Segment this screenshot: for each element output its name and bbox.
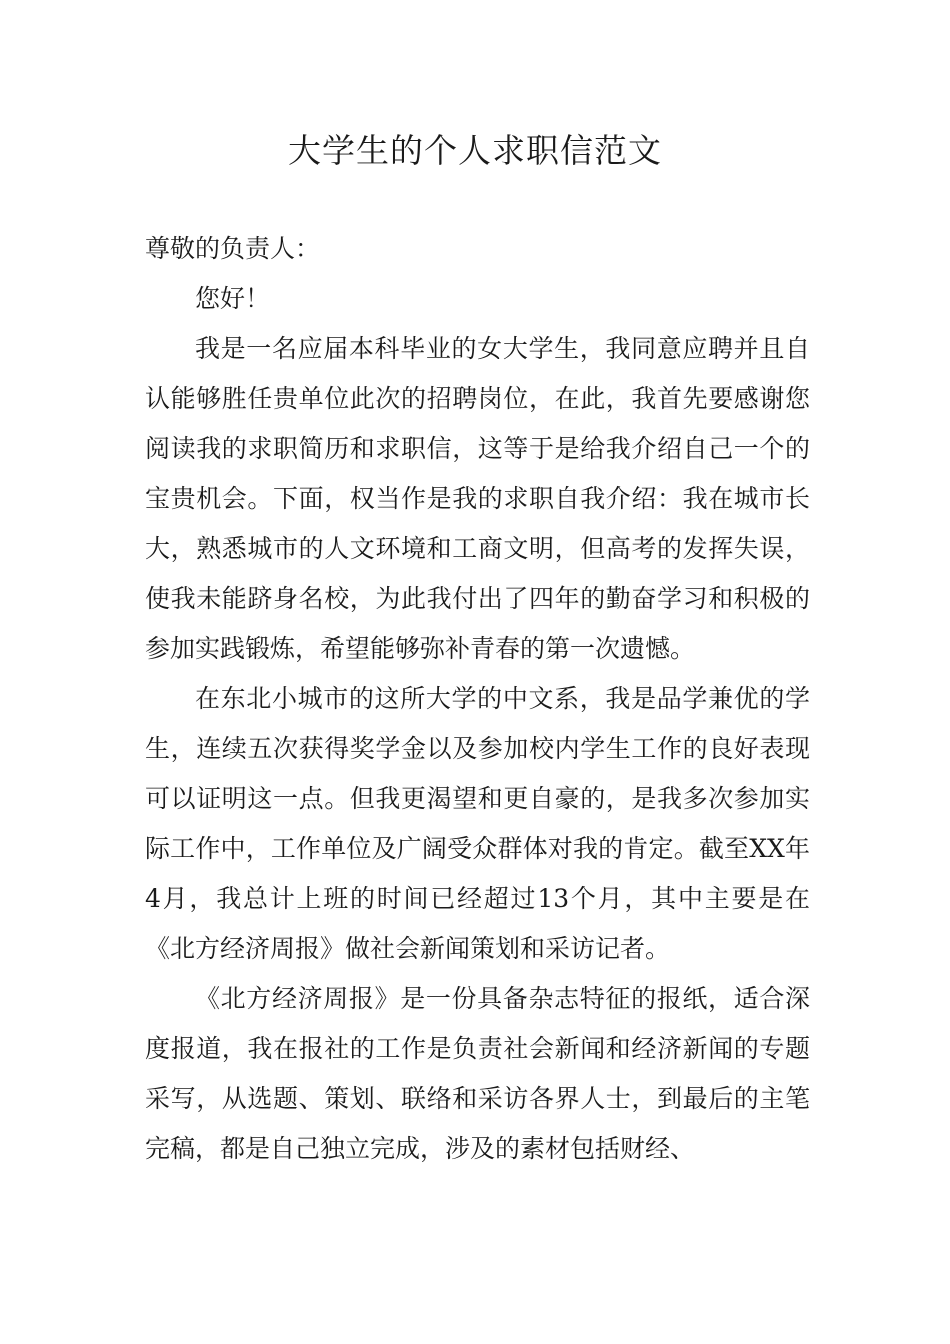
document-title: 大学生的个人求职信范文 xyxy=(288,131,662,170)
paragraph-3: 《北方经济周报》是一份具备杂志特征的报纸，适合深度报道，我在报社的工作是负责社会新闻和经济新闻的专题采写，从选题、策划、联络和采访各界人士，到最后的主笔完稿，都是自己独立完成，涉及的素材包括财经、 xyxy=(145,984,810,1163)
paragraph-1: 我是一名应届本科毕业的女大学生，我同意应聘并且自认能够胜任贵单位此次的招聘岗位，在此，我首先要感谢您阅读我的求职简历和求职信，这等于是给我介绍自己一个的宝贵机会。下面，权当作是我的求职自我介绍：我在城市长大，熟悉城市的人文环境和工商文明，但高考的发挥失误，使我未能跻身名校，为此我付出了四年的勤奋学习和积极的参加实践锻炼，希望能够弥补青春的第一次遗憾。 xyxy=(145,334,810,663)
salutation: 尊敬的负责人： xyxy=(145,234,321,263)
greeting: 您好！ xyxy=(195,284,271,313)
letter-body xyxy=(145,224,810,1174)
paragraph-2: 在东北小城市的这所大学的中文系，我是品学兼优的学生，连续五次获得奖学金以及参加校内学生工作的良好表现可以证明这一点。但我更渴望和更自豪的，是我多次参加实际工作中，工作单位及广阔受众群体对我的肯定。截至XX年4月，我总计上班的时间已经超过13个月，其中主要是在《北方经济周报》做社会新闻策划和采访记者。 xyxy=(145,684,810,963)
